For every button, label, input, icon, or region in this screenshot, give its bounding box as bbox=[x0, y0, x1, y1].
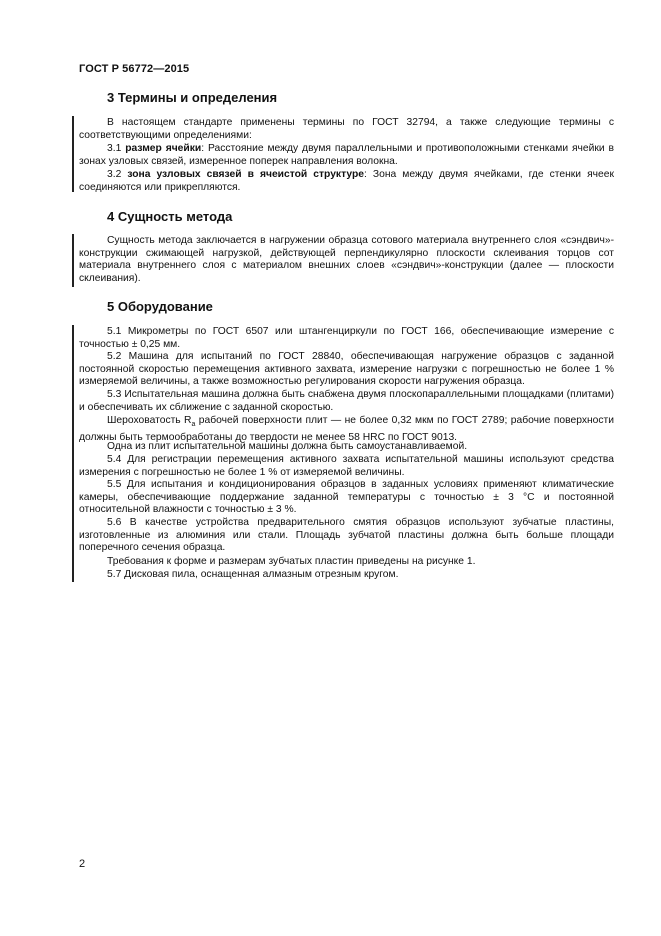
paragraph-5-3-self-aligning: Одна из плит испытательной машины должна быть самоустанавливаемой. bbox=[107, 441, 468, 452]
paragraph-5-3-roughness bbox=[79, 415, 614, 444]
paragraph-5-4: 5.4 Для регистрации перемещения активного захвата испытательной машины используют средства измерения с погрешностью не более 1 % от измеряемой величины. bbox=[79, 454, 614, 478]
section-3-intro: В настоящем стандарте применены термины по ГОСТ 32794, а также следующие термины с соответствующими определениями: bbox=[79, 117, 614, 141]
roughness-text: рабочей поверхности плит — не более 0,32 мкм по ГОСТ 2789; рабочие поверхности должны быть термообработаны до твердости не менее 58 HRC по ГОСТ 9013. bbox=[79, 415, 614, 443]
term-3-2 bbox=[79, 169, 614, 194]
roughness-subscript: a bbox=[191, 421, 196, 429]
page-number: 2 bbox=[79, 858, 86, 870]
paragraph-5-1: 5.1 Микрометры по ГОСТ 6507 или штангенциркули по ГОСТ 166, обеспечивающие измерение с точностью ± 0,25 мм. bbox=[79, 326, 614, 350]
revision-change-bar bbox=[72, 325, 74, 582]
section-5-title: 5 Оборудование bbox=[107, 299, 213, 314]
term-3-1-number: 3.1 bbox=[107, 143, 126, 154]
section-3-title: 3 Термины и определения bbox=[107, 90, 278, 105]
term-3-2-name: зона узловых связей в ячеистой структуре bbox=[127, 169, 364, 180]
section-4-title: 4 Сущность метода bbox=[107, 209, 233, 224]
section-4-text: Сущность метода заключается в нагружении образца сотового материала внутреннего слоя «сэндвич»-конструкции сжимающей нагрузкой, действующей перпендикулярно плоскости склеивания торцов сот материала внутреннего слоя с материалом внешних слоев «сэндвич»-конструкции (далее — плоскости склеивания). bbox=[79, 235, 614, 284]
paragraph-5-7: 5.7 Дисковая пила, оснащенная алмазным отрезным кругом. bbox=[107, 569, 399, 580]
roughness-prefix: Шероховатость R bbox=[107, 415, 192, 426]
paragraph-5-6: 5.6 В качестве устройства предварительного смятия образцов используют зубчатые пластины, изготовленные из алюминия или стали. Площадь зубчатой пластины должна быть больше площади поперечного сечения образца. bbox=[79, 517, 614, 554]
paragraph-5-5: 5.5 Для испытания и кондиционирования образцов в заданных условиях применяют климатические камеры, обеспечивающие поддержание заданной температуры с точностью ± 3 °С и постоянной относительной влажности с точностью ± 3 %. bbox=[79, 479, 614, 516]
paragraph-5-3: 5.3 Испытательная машина должна быть снабжена двумя плоскопараллельными площадками (плитами) и обеспечивать их сближение с заданной скоростью. bbox=[79, 389, 614, 413]
term-3-1-name: размер ячейки bbox=[125, 143, 202, 154]
term-3-2-definition: : Зона между двумя ячейками, где стенки ячеек соединяются или прикрепляются. bbox=[79, 169, 614, 193]
revision-change-bar bbox=[72, 116, 74, 192]
paragraph-5-6-figure-ref: Требования к форме и размерам зубчатых пластин приведены на рисунке 1. bbox=[107, 556, 476, 567]
document-id-header: ГОСТ Р 56772—2015 bbox=[79, 63, 190, 75]
term-3-2-number: 3.2 bbox=[107, 169, 128, 180]
paragraph-5-2: 5.2 Машина для испытаний по ГОСТ 28840, обеспечивающая нагружение образцов с заданной постоянной скоростью перемещения активного захвата, измерение нагрузки с погрешностью не более 1 % измеряемой величины, а также возможностью регулирования скорости нагружения образца. bbox=[79, 351, 614, 388]
term-3-1 bbox=[79, 143, 614, 168]
term-3-1-definition: : Расстояние между двумя параллельными и противоположными стенками ячейки в зонах узловых связей, измеренное поперек направления волокна. bbox=[79, 143, 614, 167]
revision-change-bar bbox=[72, 234, 74, 287]
